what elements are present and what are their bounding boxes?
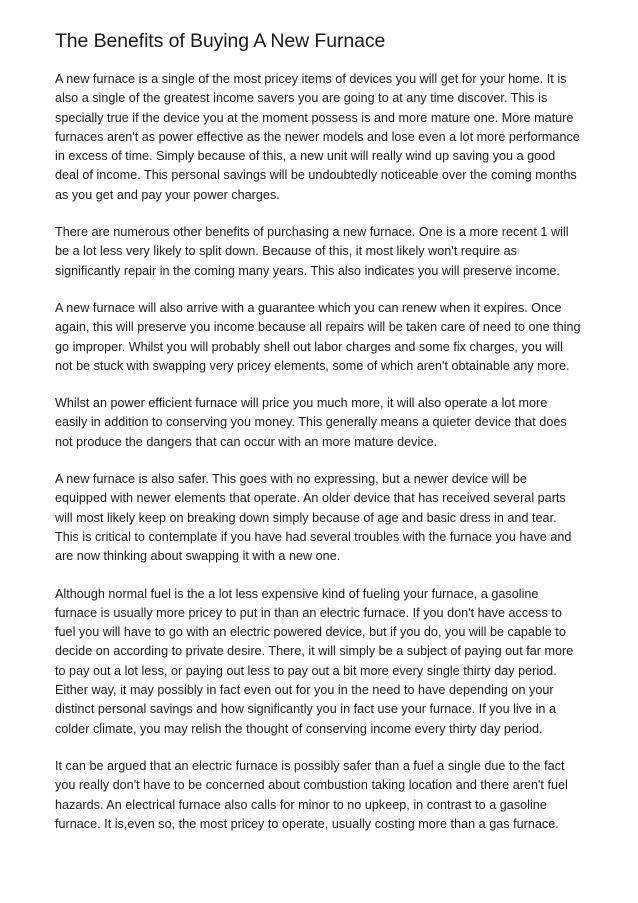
paragraph-3: A new furnace will also arrive with a guarantee which you can renew when it expires. Once again, this will preserve you income because all repairs will be taken care of need to one thing go improper. Whilst you will probably shell out labor charges and some fix charges, you will not be stuck with swapping very pricey elements, some of which aren't obtainable any more. (55, 300, 581, 373)
paragraph-2: There are numerous other benefits of purchasing a new furnace. One is a more recent 1 will be a lot less very likely to split down. Because of this, it most likely won't require as significantly repair in the coming many years. This also indicates you will preserve income. (55, 225, 569, 278)
paragraph-6: Although normal fuel is the a lot less expensive kind of fueling your furnace, a gasoline furnace is usually more pricey to put in than an electric furnace. If you don't have access to fuel you will have to go with an electric powered device, but if you do, you will be capable to decide on according to private desire. There, it will simply be a subject of paying out far more to pay out a lot less, or paying out less to pay out a bit more every single thirty day period. Either way, it may possibly in fact even out for you in the need to have depending on your distinct personal savings and how significantly you in fact use your furnace. If you live in a colder climate, you may relish the thought of conserving income every thirty day period. (55, 586, 574, 736)
paragraph-1: A new furnace is a single of the most pricey items of devices you will get for your home. It is also a single of the greatest income savers you are going to at any time discover. This is specially true if the device you at the moment possess is and more mature one. More mature furnaces aren't as power effective as the newer models and lose even a lot more performance in excess of time. Simply because of this, a new unit will really wind up saving you a good deal of income. This personal savings will be undoubtedly noticeable over the coming months as you get and pay your power charges. (55, 72, 580, 202)
paragraph-4: Whilst an power efficient furnace will price you much more, it will also operate a lot more easily in addition to conserving you money. This generally means a quieter device that does not produce the dangers that can occur with an more mature device. (55, 396, 567, 449)
document-title: The Benefits of Buying A New Furnace (55, 30, 386, 52)
paragraph-5: A new furnace is also safer. This goes with no expressing, but a newer device will be equipped with newer elements that operate. An older device that has received several parts will most likely keep on breaking down simply because of age and basic dress in and tear. This is critical to contemplate if you have had several troubles with the furnace you have and are now thinking about swapping it with a new one. (55, 472, 572, 564)
paragraph-7: It can be argued that an electric furnace is possibly safer than a fuel a single due to the fact you really don't have to be concerned about combustion taking location and there aren't fuel hazards. An electrical furnace also calls for minor to no upkeep, in contrast to a gasoline furnace. It is,even so, the most pricey to operate, usually costing more than a gas furnace. (55, 758, 568, 831)
